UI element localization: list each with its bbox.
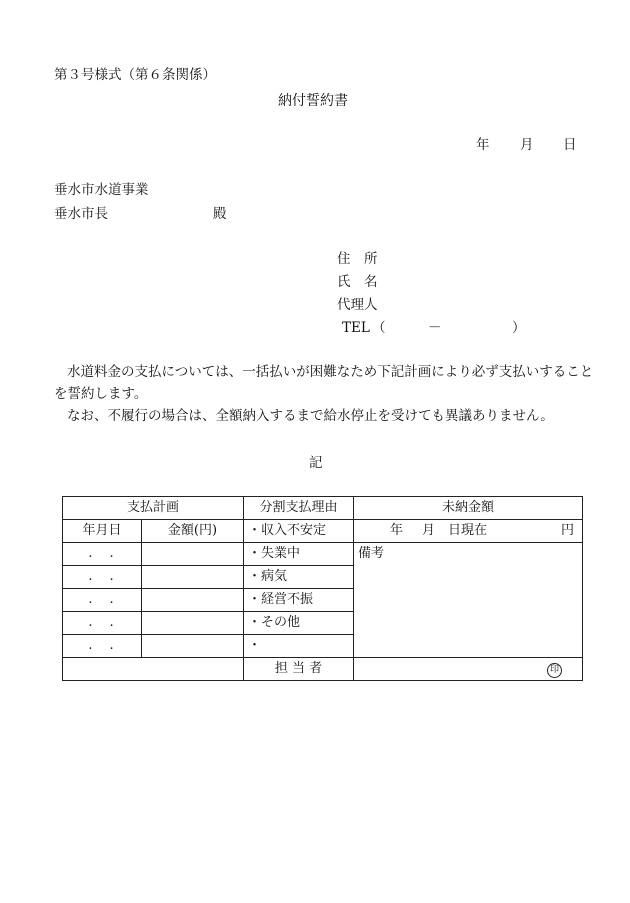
header-unpaid-amount: 未納金額 — [354, 497, 583, 520]
addressee-org: 垂水市水道事業 — [54, 182, 149, 198]
reason-unemployed: ・失業中 — [244, 543, 354, 566]
addressee-honorific: 殿 — [213, 206, 227, 222]
header-payment-plan: 支払計画 — [63, 497, 244, 520]
plan-amount-cell[interactable] — [142, 635, 244, 658]
unpaid-year-label: 年 — [390, 523, 404, 538]
addressee-mayor: 垂水市長 — [54, 206, 108, 222]
table-header-row — [63, 497, 583, 520]
date-year-label: 年 — [476, 137, 490, 153]
plan-date-cell[interactable]: . . — [63, 612, 142, 635]
payment-plan-table — [62, 496, 583, 681]
default-paragraph: なお、不履行の場合は、全額納入するまで給水停止を受けても異議ありません。 — [67, 408, 554, 424]
column-date-header: 年月日 — [63, 520, 142, 543]
reason-illness: ・病気 — [244, 566, 354, 589]
unpaid-yen-label: 円 — [561, 523, 575, 538]
tel-label: TEL — [342, 320, 370, 336]
document-title: 納付誓約書 — [278, 93, 348, 109]
reason-unstable-income: ・収入不安定 — [244, 520, 354, 543]
remarks-cell[interactable] — [354, 543, 583, 658]
remarks-label: 備考 — [358, 546, 385, 561]
column-amount-header: 金額(円) — [142, 520, 244, 543]
seal-icon: 印 — [547, 663, 562, 678]
plan-date-cell[interactable]: . . — [63, 543, 142, 566]
staff-blank-cell — [63, 658, 244, 681]
plan-date-cell[interactable]: . . — [63, 566, 142, 589]
agent-label: 代理人 — [337, 297, 378, 313]
header-installment-reason: 分割支払理由 — [244, 497, 354, 520]
date-day-label: 日 — [563, 137, 577, 153]
tel-dash: － — [428, 320, 442, 336]
plan-date-cell[interactable]: . . — [63, 589, 142, 612]
staff-signature-cell[interactable] — [354, 658, 583, 681]
plan-amount-cell[interactable] — [142, 612, 244, 635]
address-label: 住 所 — [337, 251, 378, 267]
plan-date-cell[interactable]: . . — [63, 635, 142, 658]
plan-amount-cell[interactable] — [142, 589, 244, 612]
name-label: 氏 名 — [337, 274, 378, 290]
reason-other: ・その他 — [244, 612, 354, 635]
tel-open-paren: （ — [372, 320, 386, 336]
table-row — [63, 543, 583, 566]
plan-amount-cell[interactable] — [142, 543, 244, 566]
unpaid-amount-cell[interactable] — [354, 520, 583, 543]
reason-business-slump: ・経営不振 — [244, 589, 354, 612]
date-month-label: 月 — [520, 137, 534, 153]
tel-close-paren: ） — [512, 320, 526, 336]
table-row — [63, 520, 583, 543]
plan-amount-cell[interactable] — [142, 566, 244, 589]
staff-label: 担 当 者 — [244, 658, 354, 681]
unpaid-month-label: 月 — [422, 523, 436, 538]
reason-blank[interactable]: ・ — [244, 635, 354, 658]
table-row — [63, 658, 583, 681]
ki-heading: 記 — [309, 455, 323, 471]
form-number: 第３号様式（第６条関係） — [54, 67, 216, 83]
pledge-paragraph: 水道料金の支払については、一括払いが困難なため下記計画により必ず支払いすることを誓約します。 — [54, 364, 594, 402]
unpaid-asof-label: 日現在 — [448, 523, 488, 538]
